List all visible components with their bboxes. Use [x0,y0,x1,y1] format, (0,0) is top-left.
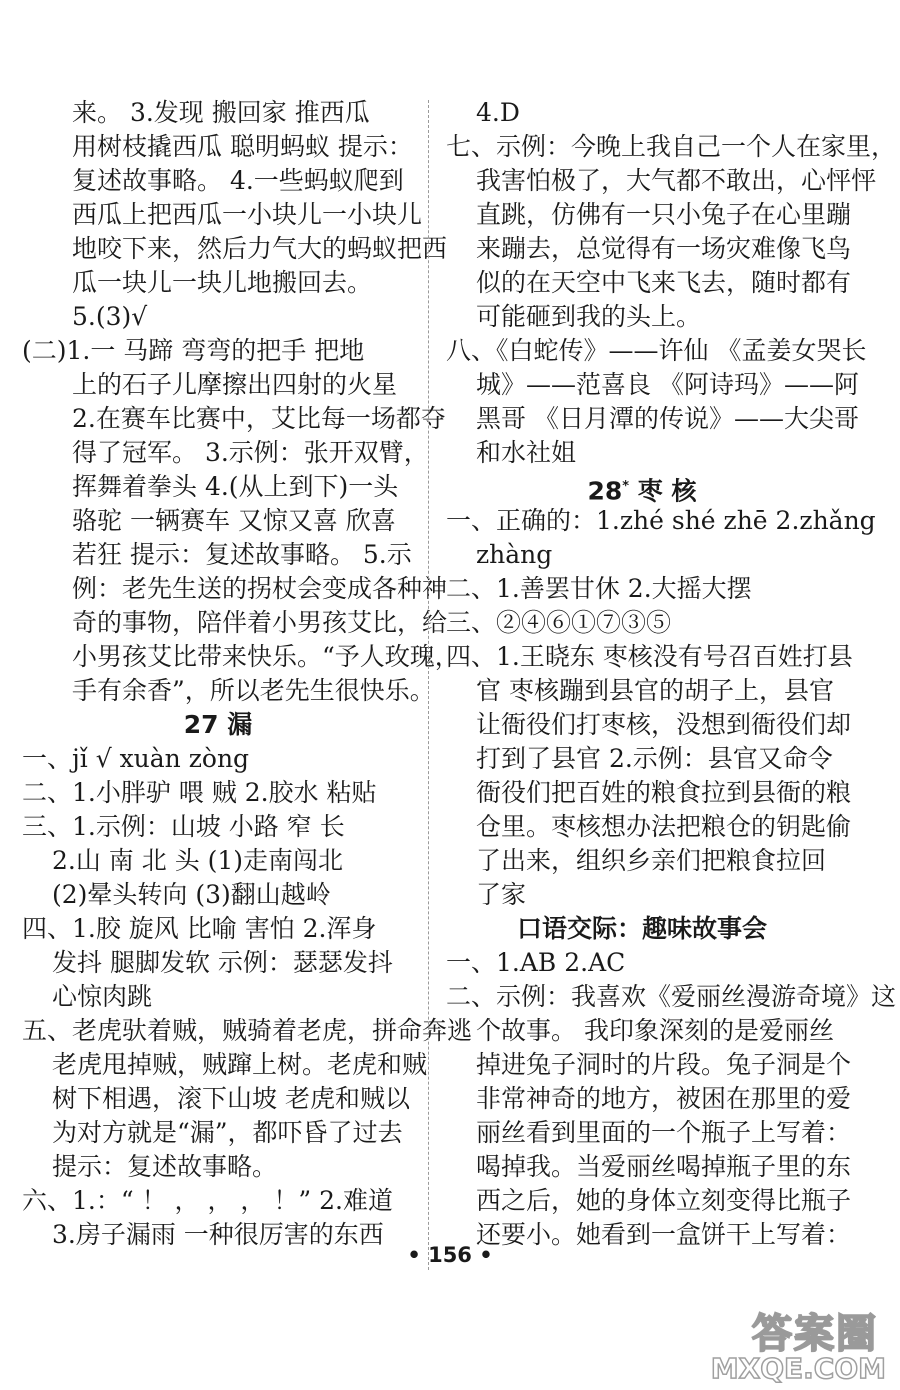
text-line: 西之后，她的身体立刻变得比瓶子 [476,1186,852,1215]
text-line: 了家 [476,880,527,909]
text-line: 我害怕极了，大气都不敢出，心怦怦 [476,166,877,195]
text-line: 仓里。枣核想办法把粮仓的钥匙偷 [476,812,852,841]
section-title: 28* 枣 核 [587,476,697,506]
text-line: 骆驼 一辆赛车 又惊又喜 欣喜 [72,506,396,535]
text-line: 3.房子漏雨 一种很厉害的东西 [52,1220,384,1249]
text-line: 六、1.：“ ！ ， ， ， ！” 2.难道 [22,1186,393,1215]
section-title: 27 漏 [183,710,253,739]
text-line: 一、1.AB 2.AC [446,948,626,977]
text-line: 非常神奇的地方，被困在那里的爱 [476,1084,852,1113]
text-line: 打到了县官 2.示例：县官又命令 [476,744,833,773]
text-line: 个故事。 我印象深刻的是爱丽丝 [476,1016,834,1045]
text-line: 了出来，组织乡亲们把粮食拉回 [476,846,827,875]
watermark-url: MXQE.COM [710,1352,886,1385]
text-line: 掉进兔子洞时的片段。兔子洞是个 [476,1050,852,1079]
right-column [446,96,897,1252]
text-line: 树下相遇，滚下山坡 老虎和贼以 [52,1084,410,1113]
text-line: 似的在天空中飞来飞去，随时都有 [476,268,852,297]
text-line: 城》——范喜良 《阿诗玛》——阿 [476,370,859,399]
text-line: 七、示例：今晚上我自己一个人在家里， [446,132,897,161]
text-line: 黑哥 《日月潭的传说》——大尖哥 [476,404,859,433]
watermark-logo-text: 答案圈 [752,1311,878,1357]
text-line: 为对方就是“漏”，都吓昏了过去 [52,1118,403,1147]
text-line: 小男孩艾比带来快乐。“予人玫瑰， [72,642,460,671]
text-line: 四、1.王晓东 枣核没有号召百姓打县 [446,642,853,671]
text-line: 用树枝撬西瓜 聪明蚂蚁 提示： [72,132,413,161]
text-line: 五、老虎驮着贼，贼骑着老虎，拼命奔逃 [22,1016,473,1045]
text-line: 5.(3)√ [72,302,148,331]
watermark-logo [710,1302,886,1386]
text-line: 三、1.示例：山坡 小路 窄 长 [22,812,345,841]
text-line: 发抖 腿脚发软 示例：瑟瑟发抖 [52,948,393,977]
text-line: 若狂 提示：复述故事略。 5.示 [72,540,412,569]
text-line: 和水社姐 [476,438,577,467]
text-line: 四、1.胶 旋风 比喻 害怕 2.浑身 [22,914,377,943]
text-line: 例：老先生送的拐杖会变成各种神 [72,574,448,603]
text-line: 一、jǐ √ xuàn zòng [22,744,250,773]
text-line: 4.D [476,98,520,127]
text-line: 三、②④⑥①⑦③⑤ [446,608,672,637]
text-line: (2)晕头转向 (3)翻山越岭 [52,880,331,909]
text-line: 二、1.小胖驴 喂 贼 2.胶水 粘贴 [22,778,377,807]
text-line: 二、1.善罢甘休 2.大摇大摆 [446,574,752,603]
text-line: 地咬下来，然后力气大的蚂蚁把西 [72,234,448,263]
text-line: 瓜一块儿一块儿地搬回去。 [72,268,373,297]
text-line: 直跳，仿佛有一只小兔子在心里蹦 [476,200,852,229]
text-line: 让衙役们打枣核，没想到衙役们却 [476,710,852,739]
text-line: 2.山 南 北 头 (1)走南闯北 [52,846,344,875]
text-line: (二)1.一 马蹄 弯弯的把手 把地 [22,336,365,365]
text-line: 手有余香”，所以老先生很快乐。 [72,676,435,705]
text-line: 可能砸到我的头上。 [476,302,702,331]
text-line: 2.在赛车比赛中，艾比每一场都夺 [72,404,446,433]
text-line: 奇的事物，陪伴着小男孩艾比，给 [72,608,448,637]
text-line: 老虎甩掉贼，贼蹿上树。老虎和贼 [52,1050,428,1079]
text-line: 一、正确的：1.zhé shé zhē 2.zhǎng [446,506,876,535]
text-line: 丽丝看到里面的一个瓶子上写着： [476,1118,852,1147]
page-number: • 156 • [407,1243,493,1267]
text-line: 衙役们把百姓的粮食拉到县衙的粮 [476,778,852,807]
text-line: 挥舞着拳头 4.(从上到下)一头 [72,472,399,501]
text-line: zhàng [476,540,553,569]
text-line: 西瓜上把西瓜一小块儿一小块儿 [72,200,423,229]
text-line: 提示：复述故事略。 [52,1152,278,1181]
text-line: 来。 3.发现 搬回家 推西瓜 [72,98,370,127]
left-column [22,96,473,1252]
text-line: 上的石子儿摩擦出四射的火星 [72,370,398,399]
text-line: 还要小。她看到一盒饼干上写着： [476,1220,852,1249]
text-line: 复述故事略。 4.一些蚂蚁爬到 [72,166,404,195]
column-divider [428,100,429,1270]
text-line: 来蹦去，总觉得有一场灾难像飞鸟 [476,234,852,263]
text-line: 二、示例：我喜欢《爱丽丝漫游奇境》这 [446,982,897,1011]
text-line: 心惊肉跳 [52,982,153,1011]
text-line: 得了冠军。 3.示例：张开双臂， [72,438,429,467]
section-title: 口语交际：趣味故事会 [516,914,767,943]
text-line: 官 枣核蹦到县官的胡子上，县官 [476,676,834,705]
text-line: 八、《白蛇传》——许仙 《孟姜女哭长 [446,336,867,365]
text-line: 喝掉我。当爱丽丝喝掉瓶子里的东 [476,1152,852,1181]
